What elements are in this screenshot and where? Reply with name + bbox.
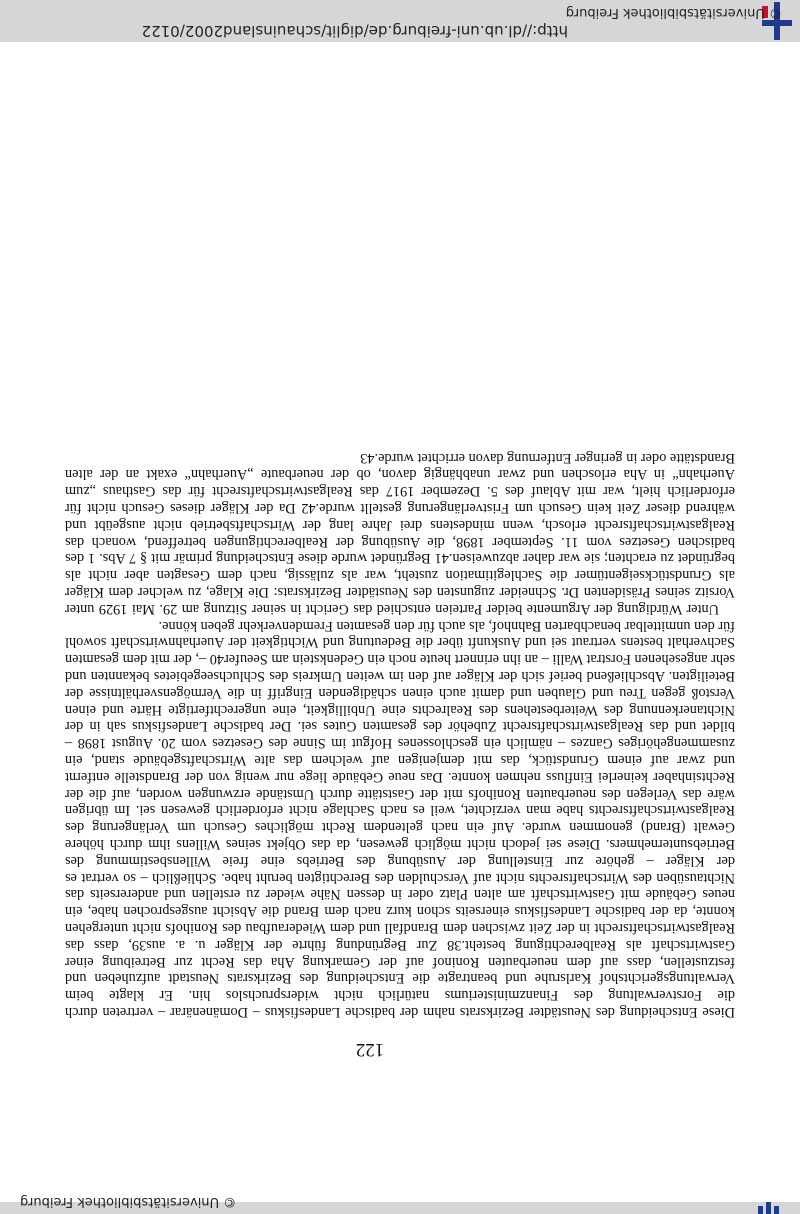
body-text — [65, 449, 735, 1020]
page-number: 122 — [355, 1039, 385, 1060]
viewer-footer-bar — [0, 1194, 800, 1214]
copyright-notice: © Universitätsbibliothek Freiburg — [565, 5, 782, 20]
document-page — [50, 160, 750, 1060]
paragraph: Unter Würdigung der Argumente beider Parteien entschied das Gericht in seiner Sitzung am 29. Mai 1929 unter Vorsitz seines Präsidenten Dr. Schneider zugunsten des Neustädter Bezirksrats: Die Klage, zu welcher dem Kläger als Grundstückseigentümer die Sachlegitimation zusteht, war als zulässig, nach dem Gesagten aber nicht als begründet zu erachten; sie war daher abzuweisen.41 Begründet wurde diese Entscheidung primär mit § 7 Abs. 1 des badischen Gesetzes vom 11. September 1898, die Ausübung der Realberechtigungen betreffend, wonach das Realgastwirtschaftsrecht erlosch, wenn mindestens drei Jahre lang der Wirtschaftsbetrieb nicht ausgeübt und während dieser Zeit kein Gesuch um Fristverlängerung gestellt wurde.42 Da der Kläger dieses Gesuch nicht für erforderlich hielt, war mit Ablauf des 5. Dezember 1917 das Realgastwirtschaftsrecht für das Gasthaus „zum Auerhahn“ in Aha erloschen und zwar unabhängig davon, ob der neuerbaute „Auerhahn“ exakt an der alten Brandstätte oder in geringer Entfernung davon errichtet wurde.43 — [65, 449, 735, 617]
university-logo-icon — [758, 1202, 780, 1214]
source-url[interactable]: http://dl.ub.uni-freiburg.de/diglit/schauinsland2002/0122 — [141, 22, 568, 40]
paragraph: Diese Entscheidung des Neustädter Bezirksrats nahm der badische Landesfiskus – Domänenärar – vertreten durch die Forstverwaltung des Finanzministeriums natürlich nicht widerspruchslos hin. Er klagte beim Verwaltungsgerichtshof Karlsruhe und beantragte die Entscheidung des Bezirksrats Neustadt aufzuheben und festzustellen, dass auf dem neuerbauten Roninof auf der Gemarkung Aha das Recht zur Betreibung einer Gastwirtschaft als Realberechtigung besteht.38 Zur Begründung führte der Kläger u. a. aus39, dass das Realgastwirtschaftsrecht in der Zeit zwischen dem Brandfall und dem Wiederaufbau des Ronihofs nicht untergehen konnte, da der badische Landesfiskus einerseits schon kurz nach dem Brand die Absicht ausgesprochen habe, ein neues Gebäude mit Gastwirtschaft am alten Platz oder in dessen Nähe wieder zu erstellen und andererseits das Nichtausüben des Wirtschaftsrechts nicht auf Verschulden des Berechtigten beruht habe. Schließlich – so vertrat es der Kläger – gehöre zur Einstellung der Ausübung des Betriebs eine freie Willensbestimmung des Betriebsunternehmers. Diese sei jedoch nicht möglich gewesen, da das Objekt seines Willens ihm durch höhere Gewalt (Brand) genommen wurde. Auf ein nach geltendem Recht mögliches Gesuch um Verlängerung des Realgastwirtschaftsrechts habe man verzichtet, weil es nach Sachlage nicht erforderlich gewesen sei. Im übrigen wäre das Verlegen des neuerbauten Ronihofs mit der Gaststätte durch Umstände erzwungen worden, auf die der Rechtsinhaber keinerlei Einfluss nehmen konnte. Das neue Gebäude liege nur wenig von der Brandstelle entfernt und zwar auf einem Grundstück, das mit demjenigen auf welchem das alte Wirtschaftsgebäude stand, ein zusammengehöriges Ganzes – nämlich ein geschlossenes Hofgut im Sinne des Gesetzes vom 20. August 1898 – bildet und das Realgastwirtschaftsrecht Zubehör des gesamten Gutes sei. Der badische Landesfiskus sah in der Nichtanerkennung des Weiterbestehens des Realrechts eine Unbilligkeit, eine ungerechtfertigte Härte und einen Verstoß gegen Treu und Glauben und damit auch einen schädigenden Eingriff in die Vermögensverhältnisse der Beteiligten. Abschließend berief sich der Kläger auf den im weiten Umkreis des Schluchseegebietes bekannten und sehr angesehenen Forstrat Walli – an ihn erinnert heute noch ein Gedenkstein am Seeufer40 –, der mit dem gesamten Sachverhalt bestens vertraut sei und Auskunft über die Bedeutung und Wichtigkeit der Auerhahnwirtschaft sowohl für den unmittelbar benachbarten Bahnhof, als auch für den gesamten Fremdenverkehr geben könne. — [65, 617, 735, 1020]
copyright-notice-footer: © Universitätsbibliothek Freiburg — [20, 1194, 237, 1209]
viewer-header-bar — [0, 0, 800, 42]
